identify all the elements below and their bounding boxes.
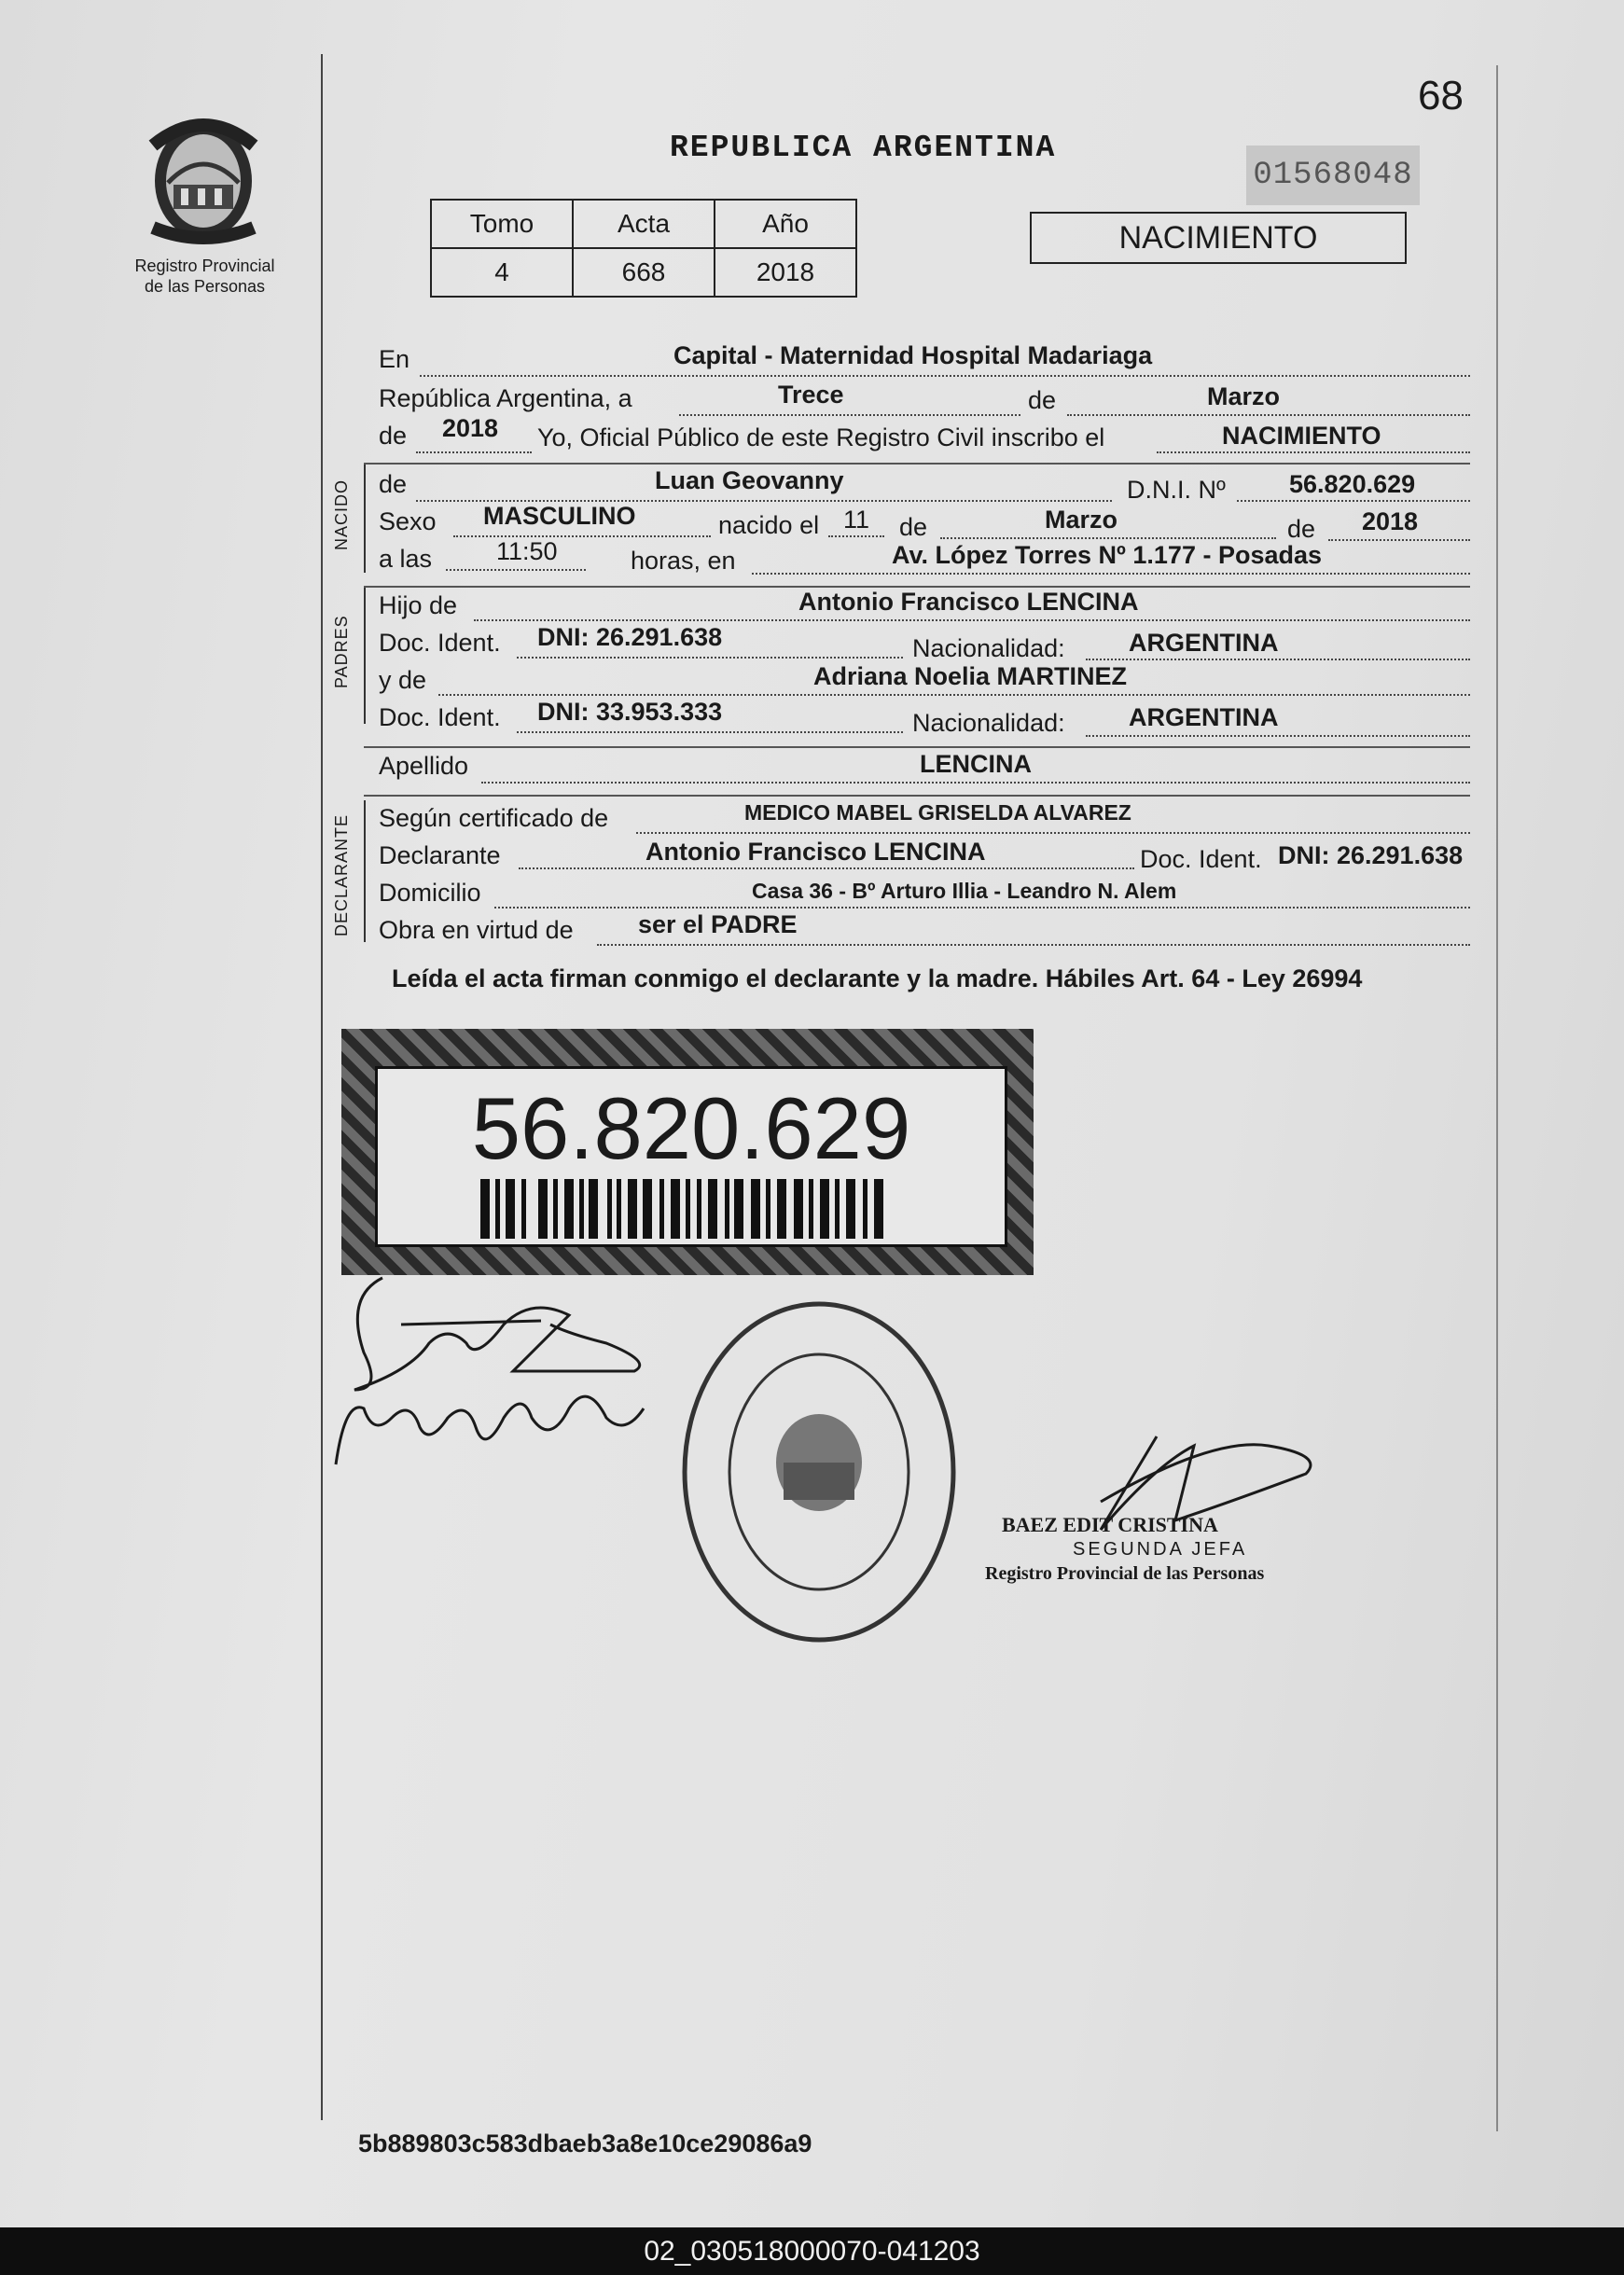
legal-statement: Leída el acta firman conmigo el declarante y la madre. Hábiles Art. 64 - Ley 26994 [392,964,1363,992]
anio-value: 2018 [715,248,856,297]
nacido-section-label: NACIDO [332,479,351,550]
sexo-label: Sexo [379,507,437,535]
obra-value: ser el PADRE [638,910,798,938]
declarante-bracket [364,800,366,942]
padre-doc-label: Doc. Ident. [379,629,501,657]
nacido-mes: Marzo [1045,506,1118,534]
certificado-label: Según certificado de [379,804,609,832]
serial-number: 01568048 [1246,146,1420,205]
dotted-line [1067,412,1470,416]
dotted-line [453,534,711,537]
dotted-line [752,571,1470,575]
madre-nac: ARGENTINA [1129,703,1279,731]
logo-caption [104,256,305,297]
logo-caption-line-1: Registro Provincial [134,257,275,275]
official-organization: Registro Provincial de las Personas [985,1563,1265,1584]
dni-sticker-inner [375,1066,1007,1247]
padres-section-label: PADRES [332,615,351,688]
padre-nac: ARGENTINA [1129,629,1279,657]
tipo-value: NACIMIENTO [1222,422,1381,450]
barcode-icon [480,1179,891,1239]
registry-value-row [431,248,856,297]
tomo-value: 4 [431,248,573,297]
obra-label: Obra en virtud de [379,916,574,944]
oficial-label: Yo, Oficial Público de este Registro Civil inscribo el [537,423,1105,451]
dotted-line [474,617,1470,621]
dni-sticker-number: 56.820.629 [471,1079,911,1177]
document-title: REPUBLICA ARGENTINA [670,131,1057,165]
mes-value: Marzo [1207,382,1281,410]
right-margin-line [1496,65,1498,2131]
dotted-line [1328,537,1470,541]
dotted-line [517,655,903,659]
official-role: SEGUNDA JEFA [1073,1539,1248,1560]
declarante-label: Declarante [379,841,501,869]
document-hash: 5b889803c583dbaeb3a8e10ce29086a9 [358,2129,812,2157]
nacido-lugar: Av. López Torres Nº 1.177 - Posadas [892,541,1323,569]
domicilio-label: Domicilio [379,879,481,907]
tomo-header: Tomo [431,200,573,248]
registry-header-row [431,200,856,248]
declarante-doc-label: Doc. Ident. [1140,845,1262,873]
dotted-line [420,373,1470,377]
republica-label: República Argentina, a [379,384,632,412]
nacido-dia: 11 [843,506,870,534]
province-coat-of-arms-logo [140,108,267,248]
alas-label: a las [379,545,433,573]
nacido-nombre: Luan Geovanny [655,466,844,494]
declarant-signature-icon [326,1259,681,1502]
padre-nombre: Antonio Francisco LENCINA [798,588,1139,616]
dotted-line [517,729,903,733]
official-name: BAEZ EDIT CRISTINA [1002,1513,1218,1536]
nacido-de2-label: de [899,513,928,541]
de2-label: de [379,422,408,450]
acta-header: Acta [573,200,715,248]
declarante-nombre: Antonio Francisco LENCINA [645,838,986,866]
official-seal-icon [679,1298,959,1645]
logo-caption-line-2: de las Personas [144,277,266,296]
anio-header: Año [715,200,856,248]
registry-table [430,199,857,298]
nacido-de-label: de [379,470,408,498]
dni-label: D.N.I. Nº [1127,476,1226,504]
padre-doc: DNI: 26.291.638 [537,623,723,651]
dotted-line [446,567,586,571]
nacido-el-label: nacido el [718,511,820,539]
nacido-bracket [364,463,366,573]
left-margin-line [321,54,323,2120]
madre-doc: DNI: 33.953.333 [537,698,723,726]
nacido-hora: 11:50 [496,537,558,565]
declarante-section-label: DECLARANTE [332,813,351,936]
apellido-value: LENCINA [920,750,1032,778]
dotted-line [940,535,1276,539]
horas-label: horas, en [631,547,736,575]
nacido-de3-label: de [1287,515,1316,543]
domicilio-value: Casa 36 - Bº Arturo Illia - Leandro N. Alem [752,879,1177,903]
padre-nac-label: Nacionalidad: [912,634,1065,662]
dotted-line [1086,733,1470,737]
en-label: En [379,345,410,373]
act-type-box: NACIMIENTO [1030,212,1407,264]
dotted-line [416,450,532,453]
dotted-line [597,942,1470,946]
dotted-line [679,412,1020,416]
dotted-line [438,692,1470,696]
acta-value: 668 [573,248,715,297]
sexo-value: MASCULINO [483,502,636,530]
lugar-value: Capital - Maternidad Hospital Madariaga [673,341,1153,369]
section-rule [364,744,1470,748]
madre-nac-label: Nacionalidad: [912,709,1065,737]
hijo-de-label: Hijo de [379,591,458,619]
declarante-doc: DNI: 26.291.638 [1278,841,1464,869]
padres-bracket [364,588,366,724]
certificado-value: MEDICO MABEL GRISELDA ALVAREZ [744,800,1131,825]
nacido-anio: 2018 [1362,507,1419,535]
madre-nombre: Adriana Noelia MARTINEZ [813,662,1128,690]
dia-value: Trece [778,381,844,409]
dotted-line [636,830,1470,834]
apellido-label: Apellido [379,752,469,780]
section-rule [364,461,1470,465]
dotted-line [481,780,1470,784]
section-rule [364,793,1470,797]
madre-doc-label: Doc. Ident. [379,703,501,731]
anio-value: 2018 [442,414,499,442]
nacido-dni: 56.820.629 [1289,470,1416,498]
dotted-line [494,905,1470,909]
footer-id-bar: 02_030518000070-041203 [0,2227,1624,2275]
dni-sticker [341,1029,1034,1275]
page-number: 68 [1418,73,1464,118]
de-label: de [1028,386,1057,414]
y-de-label: y de [379,666,427,694]
